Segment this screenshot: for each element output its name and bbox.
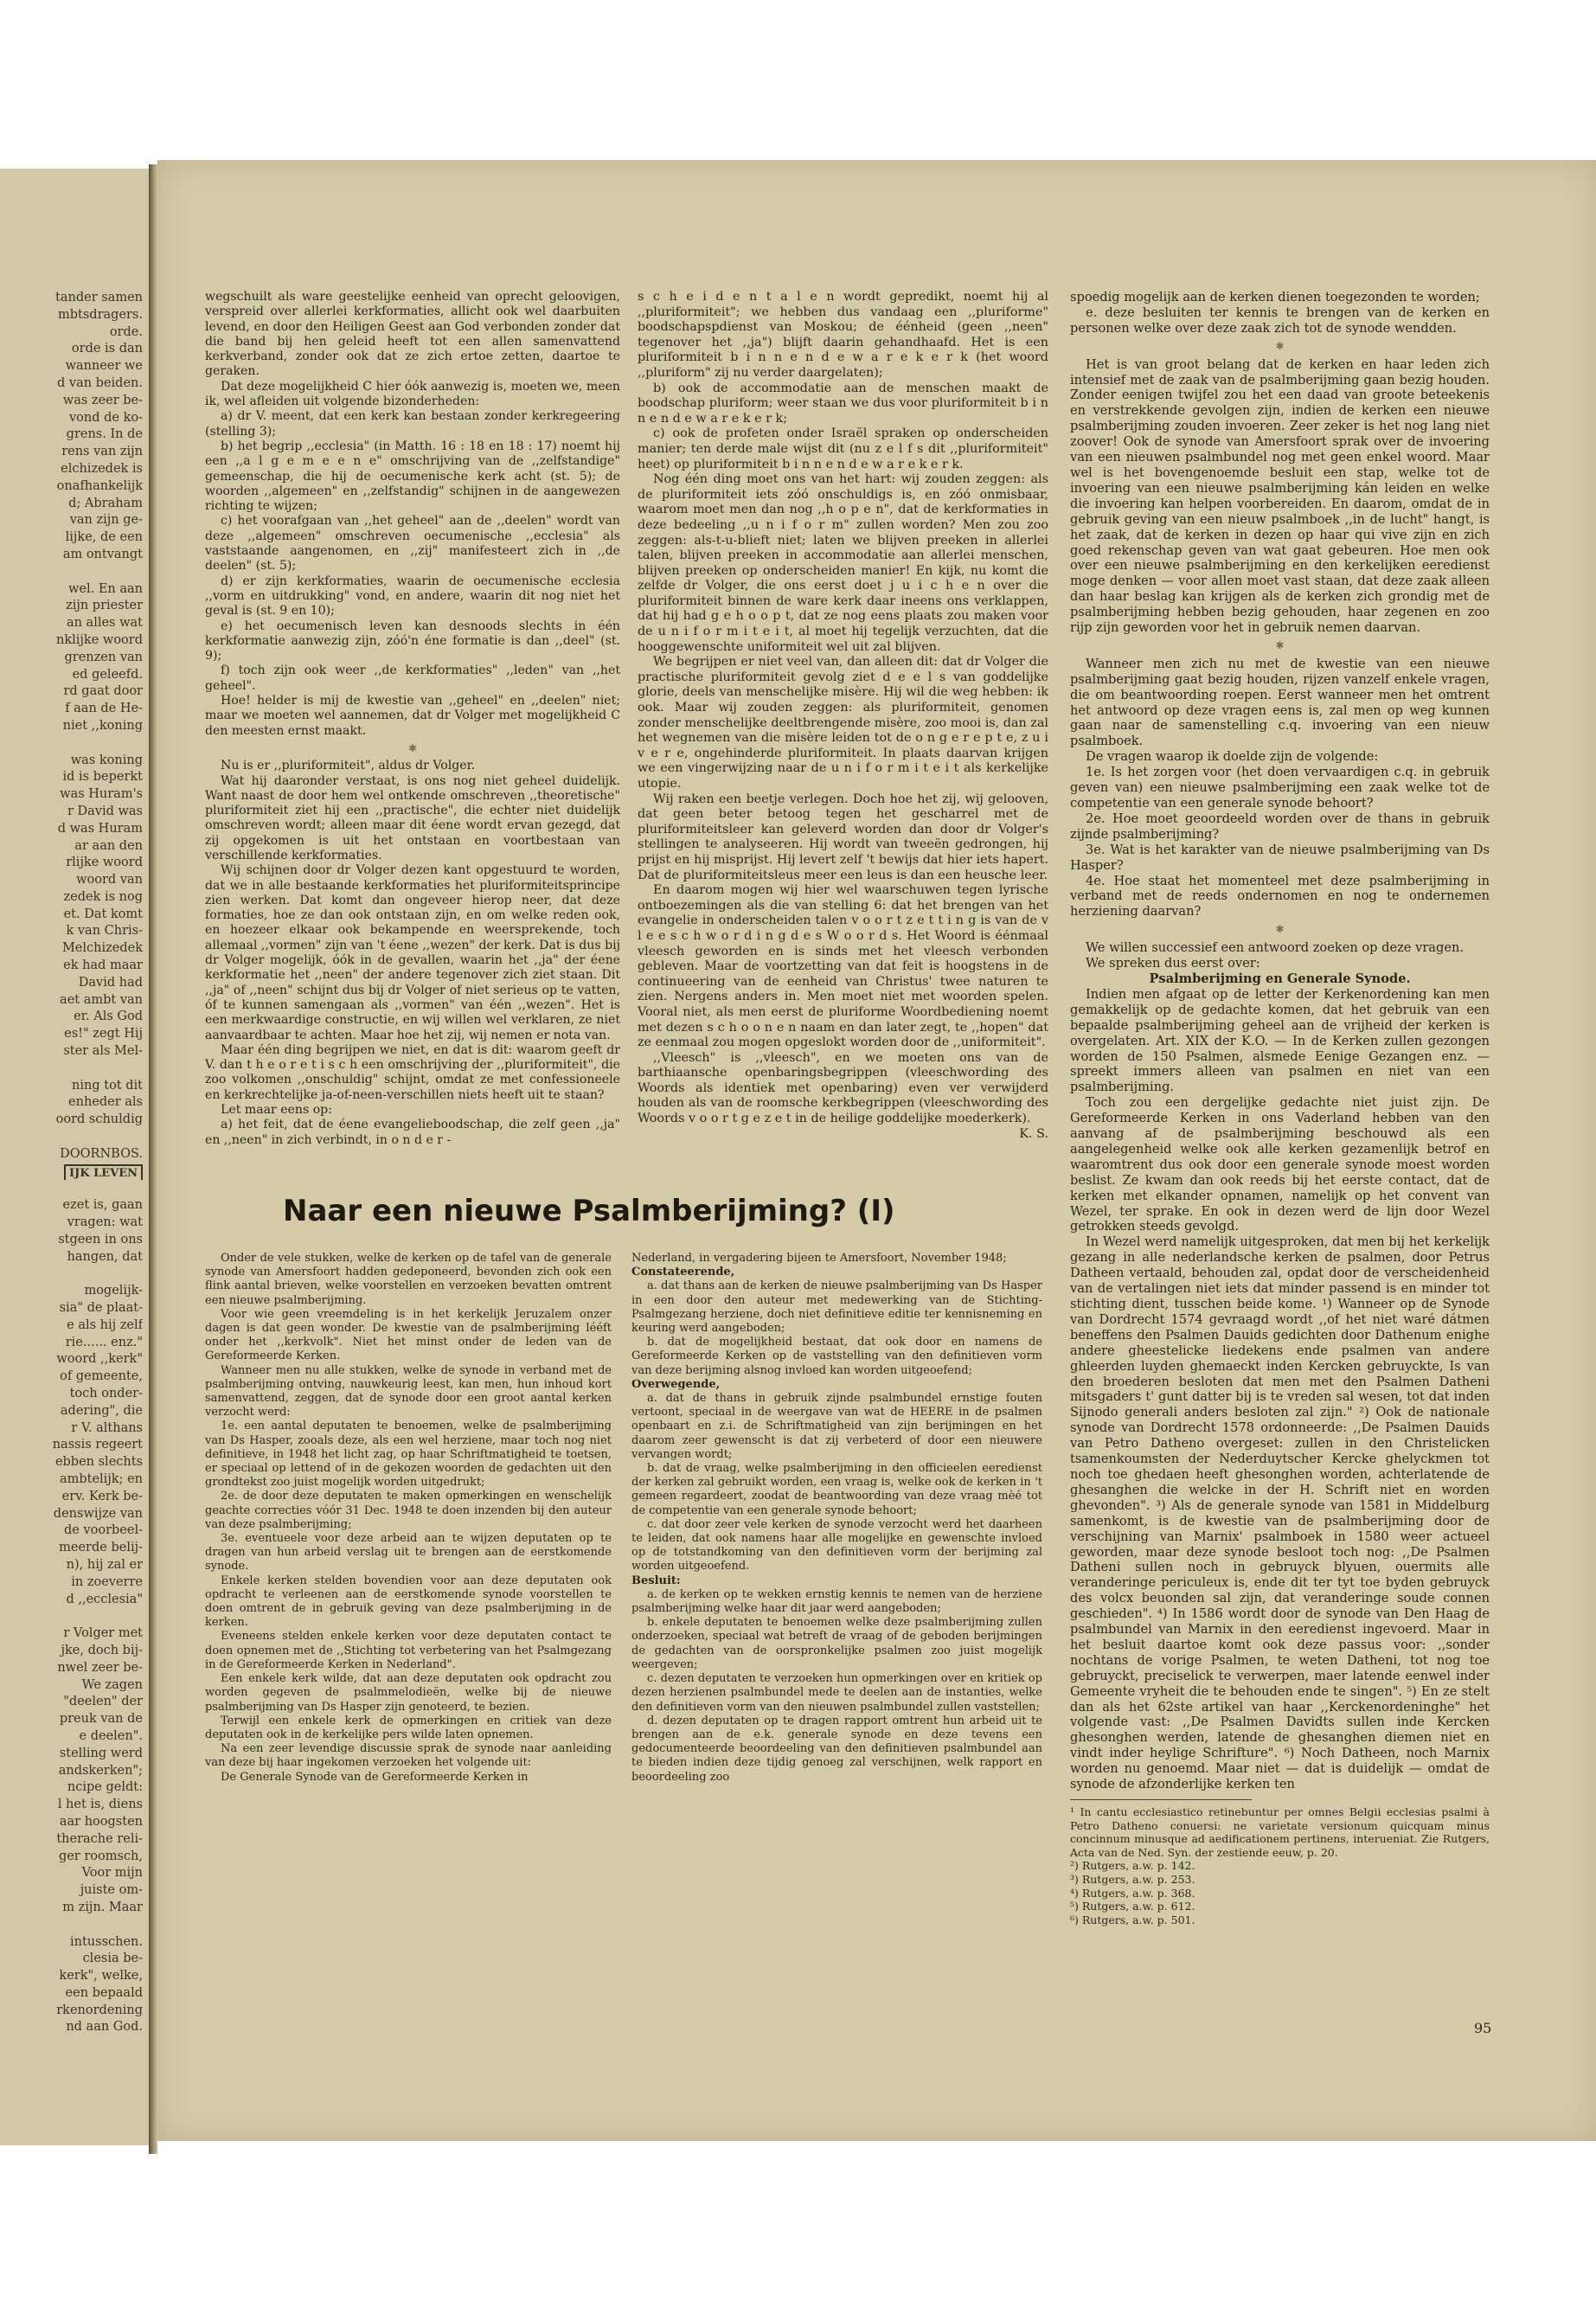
left-page-line: van zijn ge- <box>69 513 143 528</box>
left-page-line: niet ,,koning <box>62 718 143 733</box>
left-page-line: toch onder- <box>69 1387 143 1400</box>
left-page-line: nassis regeert <box>52 1438 143 1452</box>
left-page-line: an alles wat <box>66 616 143 631</box>
left-page-line: ek had maar <box>63 958 143 973</box>
left-page-line: de voorbeel- <box>63 1523 143 1538</box>
left-page-line: oord schuldig <box>55 1112 143 1127</box>
left-page-line: id is beperkt <box>62 770 143 785</box>
left-page-line: hangen, dat <box>67 1249 143 1264</box>
left-page-line: jke, doch bij- <box>61 1643 143 1657</box>
article-two-column-1 <box>205 1252 612 1785</box>
article-one-column-1 <box>205 290 620 1148</box>
paragraph: Wij raken een beetje verlegen. Doch hoe het zij, wij gelooven, dat geen beter betoog tegen het gescharrel met de pluriformiteitsleer kan geleverd worden dan door dr Volger's stellingen te analyseeren. Hij wordt van tweeën gedrongen, hij prijst en hij misprijst. Hij levert zelf 't bewijs dat hier iets hapert. Dat de pluriformiteitsleus meer een leus is dan een heusche leer. <box>638 792 1048 882</box>
left-page-line: r David was <box>67 804 143 818</box>
paragraph: Nederland, in vergadering bijeen te Amersfoort, November 1948; <box>631 1252 1007 1265</box>
left-page-line: k van Chris- <box>66 924 143 939</box>
paragraph: Eveneens stelden enkele kerken voor deze deputaten contact te doen opnemen met de ,,Stichting tot verbetering van het Psalmgezang in de Gereformeerde Kerken in Nederland". <box>205 1630 612 1671</box>
left-page-line: am ontvangt <box>62 547 143 561</box>
paragraph: De vragen waarop ik doelde zijn de volgende: <box>1086 749 1379 765</box>
left-page-line: ambtelijk; en <box>59 1471 143 1486</box>
newspaper-page <box>157 160 1596 2141</box>
paragraph: 2e. Hoe moet geoordeeld worden over de thans in gebruik zijnde psalmberijming? <box>1070 811 1490 842</box>
left-page-line: adering", die <box>60 1403 143 1418</box>
paragraph: 3e. Wat is het karakter van de nieuwe psalmberijming van Ds Hasper? <box>1070 842 1490 873</box>
paragraph: En daarom mogen wij hier wel waarschuwen tegen lyrische ontboezemingen als die van stelling 6: dat het brengen van het evangelie in onderscheiden talen v o o r t z e t t i n g is van de v l e e s c h w o r d i n g d e s W o o r d s. Het Woord is éénmaal vleesch geworden en is sinds met het vleesch verbonden gebleven. Maar de voortzetting van dat feit is hoogstens in de continueering van de eenheid van Christus' twee naturen te zien. Nergens anders in. Men moet niet met woorden spelen. Vooral niet, als men eerst de pluriforme Woordbediening noemt met dezen s c h o o n e n naam en dan later zegt, te ,,hopen" dat ze eenmaal zou mogen opgeslokt worden door de ,,uniformiteit". <box>638 883 1048 1050</box>
paragraph: 3e. eventueele voor deze arbeid aan te wijzen deputaten op te dragen van hun arbeid verslag uit te brengen aan de eerstkomende synode. <box>205 1532 612 1574</box>
left-page-line: ning tot dit <box>72 1078 143 1093</box>
paragraph: ²) Rutgers, a.w. p. 142. <box>1070 1859 1195 1873</box>
left-page-line: was koning <box>70 753 143 767</box>
paragraph: Het is van groot belang dat de kerken en haar leden zich intensief met de zaak van de psalmberijming gaan bezig houden. Zonder eenigen twijfel zou het een daad van groote beteekenis en verstrekkende gevolgen zijn, indien de kerken een nieuwe psalmberijming zouden invoeren. Zeer zeker is het nog lang niet zoover! Ook de synode van Amersfoort sprak over de invoering van een nieuwen psalmbundel nog met geen enkel woord. Maar wel is het bovengenoemde besluit een stap, welke tot de invoering van een nieuwe psalmberijming kán leiden en welke die invoering kan helpen voorbereiden. En daarom, omdat de in gebruik geving van een nieuw psalmboek ,,in de lucht" hangt, is het zaak, dat de kerken in dezen op haar qui vive zijn en zich goed rekenschap geven van wat gaat gebeuren. Hoe men ook over een nieuwe psalmberijming en den kerkelijken eeredienst moge denken — voor allen moet vast staan, dat deze zaak alleen dan haar beslag kan krijgen als de kerken zich grondig met de psalmberijming hebben bezig gehouden, haar zegenen en zoo rijp zijn geworden voor het in gebruik nemen daarvan. <box>1070 356 1490 636</box>
left-page-line: es!" zegt Hij <box>64 1027 143 1042</box>
paragraph: Wanneer men nu alle stukken, welke de synode in verband met de psalmberijming ontving, nauwkeurig leest, kan men, hun inhoud kort samenvattend, zeggen, dat de synode door een groot aantal kerken verzocht werd: <box>205 1363 612 1420</box>
paragraph: Hoe! helder is mij de kwestie van ,,geheel" en ,,deelen" niet; maar we moeten wel aannemen, dat dr Volger met mogelijkheid C den meesten ernst maakt. <box>205 694 620 738</box>
paragraph: b. dat de mogelijkheid bestaat, dat ook door en namens de Gereformeerde Kerken op de vaststelling van den definitieven vorm van deze berijming alsnog invloed kan worden uitgeoefend; <box>631 1336 1042 1377</box>
left-page-line: therache reli- <box>56 1831 143 1846</box>
article-two-title: Naar een nieuwe Psalmberijming? (I) <box>283 1194 895 1228</box>
left-page-line: clesia be- <box>82 1952 143 1966</box>
left-page-text <box>0 290 143 2036</box>
left-page-line: ed geleefd. <box>72 667 143 682</box>
left-page-line: e als hij zelf <box>67 1317 143 1332</box>
section-separator: ✱ <box>1275 923 1285 936</box>
section-separator: ✱ <box>407 741 418 754</box>
paragraph: b) ook de accommodatie aan de menschen maakt de boodschap pluriform; weer staan we dus voor pluriformiteit b i n n e n d e w a r e k e r k; <box>638 381 1048 426</box>
left-page-line: David had <box>78 975 143 990</box>
left-page-line: aar hoogsten <box>59 1814 143 1829</box>
paragraph: e) het oecumenisch leven kan desnoods slechts in één kerkformatie aanwezig zijn, zóó'n éne formatie is dan ,,deel" (st. 9); <box>205 619 620 663</box>
left-page-line: ebben slechts <box>54 1455 143 1470</box>
left-page-line: e deelen". <box>79 1728 143 1743</box>
subheading: Psalmberijming en Generale Synode. <box>1149 971 1411 986</box>
paragraph: wegschuilt als ware geestelijke eenheid van oprecht geloovigen, verspreid over allerlei kerkformaties, allicht ook wel daarbuiten levend, en door den Heiligen Geest aan God verbonden zonder dat die band bij hen geleid heeft tot een allen samenvattend kerkverband, zonder ook dat ze zich ertoe zetten, daartoe te geraken. <box>205 290 620 379</box>
paragraph: Indien men afgaat op de letter der Kerkenordening kan men gemakkelijk op de gedachte komen, dat het gebruik van een bepaalde psalmberijming geheel aan de vrijheid der kerken is overgelaten. Art. XIX der K.O. — In de Kerken zullen gezongen worden de 150 Psalmen, alsmede Eenige Gezangen enz. — spreekt immers alleen van psalmen en niet van een psalmberijming. <box>1070 986 1490 1095</box>
paragraph: b) het begrip ,,ecclesia" (in Matth. 16 : 18 en 18 : 17) noemt hij een ,,a l g e m e e n e" omschrijving van de ,,zelfstandige" gemeenschap, die hij de oecumenische kerk acht (st. 5); de woorden ,,algemeen" en ,,zelfstandig" schijnen in de aangewezen richting te wijzen; <box>205 439 620 514</box>
paragraph: Onder de vele stukken, welke de kerken op de tafel van de generale synode van Amersfoort hadden gedeponeerd, bevonden zich ook een flink aantal brieven, welke voorstellen en verzoeken bevatten omtrent een nieuwe psalmberijming. <box>205 1252 612 1307</box>
section-separator: ✱ <box>1275 339 1285 352</box>
left-page-line: wanneer we <box>65 359 143 374</box>
left-page-line: woord ,,kerk" <box>56 1352 143 1367</box>
left-page-line: preuk van de <box>59 1712 143 1727</box>
paragraph: ⁶) Rutgers, a.w. p. 501. <box>1070 1913 1195 1926</box>
left-page-line: aet ambt van <box>60 992 143 1007</box>
left-page-line: tander samen <box>55 291 143 304</box>
footnote-rule <box>1070 1799 1252 1800</box>
paragraph: Voor wie geen vreemdeling is in het kerkelijk Jeruzalem onzer dagen is dat geen wonder. De kwestie van de psalmberijming lééft onder het ,,kerkvolk". Niet het minst onder de leden van de Gereformeerde Kerken. <box>205 1307 612 1363</box>
left-page-line: zedek is nog <box>63 889 143 904</box>
left-page-line: f aan de He- <box>65 702 143 716</box>
left-page-line: n), hij zal er <box>66 1557 143 1572</box>
left-page-line: DOORNBOS. <box>60 1146 143 1161</box>
left-page-line: We zagen <box>81 1677 143 1692</box>
left-page-line: rie...... enz." <box>65 1335 143 1349</box>
paragraph: c) ook de profeten onder Israël spraken op onderscheiden manier; ten derde male wijst dit (nu z e l f s dit ,,pluriformiteit" heet) op pluriformiteit b i n n e n d e w a r e k e r k. <box>638 426 1048 471</box>
paragraph: 1e. Is het zorgen voor (het doen vervaardigen c.q. in gebruik geven van) een nieuwe psalmberijming een zaak welke tot de competentie van een generale synode behoort? <box>1070 765 1490 811</box>
paragraph: Nu is er ,,pluriformiteit", aldus dr Volger. <box>221 759 476 773</box>
left-page-line: nwel zeer be- <box>57 1660 143 1675</box>
left-page-line <box>0 564 143 581</box>
paragraph: a) het feit, dat de éene evangelieboodschap, die zelf geen ,,ja" en ,,neen" in zich verbindt, in o n d e r - <box>205 1118 620 1147</box>
paragraph: d) er zijn kerkformaties, waarin de oecumenische ecclesia ,,vorm en uitdrukking" vond, en andere, waarin dit nog niet het geval is (st. 9 en 10); <box>205 574 620 619</box>
left-page-line: een bepaald <box>65 1985 143 2000</box>
left-page-line: zijn priester <box>66 599 143 613</box>
left-page-line: m zijn. Maar <box>62 1900 143 1914</box>
paragraph: Wat hij daaronder verstaat, is ons nog niet geheel duidelijk. Want naast de door hem wel ontkende omschreven ,,theoretische" pluriformiteit ziet hij een ,,practische", die echter niet duidelijk omschreven wordt; alleen maar dit éene wordt ervan gezegd, dat zij opgekomen is uit het ontstaan en voortbestaan van verschillende kerkformaties. <box>205 773 620 862</box>
left-page-line: lijke, de een <box>65 530 143 545</box>
paragraph: Na een zeer levendige discussie sprak de synode naar aanleiding van deze bij haar ingekomen verzoeken het volgende uit: <box>205 1742 612 1770</box>
left-page-line: rkenordening <box>56 2003 143 2017</box>
left-page-line: denswijze van <box>53 1506 143 1521</box>
paragraph: De Generale Synode van de Gereformeerde Kerken in <box>221 1770 529 1784</box>
paragraph: a. de kerken op te wekken ernstig kennis te nemen van de herziene psalmberijming welke haar dit jaar werd aangeboden; <box>631 1587 1042 1616</box>
left-page-line: stgeen in ons <box>58 1232 143 1247</box>
paragraph: c. dat door zeer vele kerken de synode verzocht werd het daarheen te leiden, dat ook namens haar alle mogelijke en gewenschte invloed op de totstandkoming van den definitieven vorm der berijming zal worden uitgeoefend. <box>631 1517 1042 1574</box>
paragraph: b. enkele deputaten te benoemen welke deze psalmberijming zullen onderzoeken, speciaal wat betreft de vraag of de geboden berijmingen de gedachten van de oorspronkelijke psalmen zoo juist mogelijk weergeven; <box>631 1616 1042 1671</box>
left-page-line <box>0 1180 143 1197</box>
paragraph: We willen successief een antwoord zoeken op deze vragen. <box>1086 940 1465 956</box>
left-page-line <box>0 1129 143 1146</box>
left-page-line <box>0 735 143 753</box>
left-page-line: erv. Kerk be- <box>61 1489 143 1503</box>
left-page-line: enheder als <box>68 1095 143 1110</box>
left-page-line: in zoeverre <box>71 1574 143 1589</box>
left-page-line: grenzen van <box>64 650 143 664</box>
column-three <box>1070 290 1490 1926</box>
paragraph: Wanneer men zich nu met de kwestie van een nieuwe psalmberijming gaat bezig houden, rijzen vanzelf enkele vragen, die om beantwoording roepen. Eerst wanneer men het omtrent het antwoord op deze vragen eens is, zal men op weg kunnen gaan naar de samenstelling c.q. invoering van een nieuw psalmboek. <box>1070 656 1490 749</box>
paragraph: c. dezen deputaten te verzoeken hun opmerkingen over en kritiek op dezen herzienen psalmbundel mede te deelen aan de instanties, welke den definitieven vorm van den nieuwen psalmbundel zullen vaststellen; <box>631 1672 1042 1714</box>
left-page-line: onafhankelijk <box>56 478 143 493</box>
left-page-line: ar aan den <box>74 838 143 853</box>
left-page-line: d; Abraham <box>68 496 143 510</box>
section-label: Constateerende, <box>631 1266 735 1279</box>
paragraph: 1e. een aantal deputaten te benoemen, welke de psalmberijming van Ds Hasper, zooals deze, als een wel herziene, maar toch nog niet definitieve, in 1948 het licht zag, op haar Schriftmatigheid te toetsen, er speciaal op lettend of in de gekozen woorden de gedachten uit den grondtekst zoo juist mogelijk worden uitgedrukt; <box>205 1420 612 1490</box>
article-one-column-2 <box>638 290 1048 1142</box>
paragraph: s c h e i d e n t a l e n wordt gepredikt, noemt hij al ,,pluriformiteit"; we hebben dus vandaag een ,,pluriforme" boodschapspdienst van Moskou; de éénheid (geen ,,neen" tegenover het ,,ja") blijft daarin gehandhaafd. Het is een pluriformiteit b i n n e n d e w a r e k e r k (het woord ,,pluriform" zij nu verder daargelaten); <box>638 290 1048 380</box>
left-page-line: woord van <box>76 873 143 888</box>
left-page-line: grens. In de <box>66 427 143 442</box>
left-page-line: er. Als God <box>74 1009 143 1024</box>
paragraph: 4e. Hoe staat het momenteel met deze psalmberijming in verband met de reeds ondernomen en nog te ondernemen herziening daarvan? <box>1070 873 1490 920</box>
left-page-line: rd gaat door <box>63 684 143 699</box>
paragraph: d. dezen deputaten op te dragen rapport omtrent hun arbeid uit te brengen aan de e.k. generale synode en deze tevens een gedocumenteerde beoordeeling van den definitieven psalmbundel aan te bieden indien deze tijdig genoeg zal verschijnen, welk rapport en beoordeeling zoo <box>631 1714 1042 1784</box>
left-page-line: d ,,ecclesia" <box>66 1592 143 1606</box>
left-page-line: l het is, diens <box>57 1798 143 1812</box>
paragraph: e. deze besluiten ter kennis te brengen van de kerken en personen welke over deze zaak zich tot de synode wendden. <box>1070 304 1490 336</box>
left-page-line: r Volger met <box>63 1626 143 1641</box>
paragraph: ,,Vleesch" is ,,vleesch", en we moeten ons van de barthiaansche openbaringsbegrippen (vleeschwording des Woords als identiek met openbaring) even ver verwijderd houden als van de roomsche kerkbegrippen (vleeschwording des Woords v o o r t g e z e t in de heilige goddelijke moederkerk). <box>638 1050 1048 1126</box>
paragraph: Nog één ding moet ons van het hart: wij zouden zeggen: als de pluriformiteit iets zóó onschuldigs is, en zóó onmisbaar, waarom moet men dan nog ,,h o p e n", dat de kerkformaties in deze bedeeling ,,u n i f o r m" zullen worden? Men zou zoo zeggen: als-t-u-blieft niet; laten we blijven preeken in allerlei talen, blijven preeken in accommodatie aan allerlei menschen, blijven preeken op onderscheiden manier! En kijk, nu komt die zelfde dr Volger, die ons eerst doet j u i c h e n over die pluriformiteit binnen de ware kerk daar ineens ons verklappen, dat hij had g e h o o p t, dat ze nog eens plaats zou maken voor de u n i f o r m i t e i t, al moet hij tegelijk verzuchten, dat die hooggewenschte uniformiteit wel uit zal blijven. <box>638 472 1048 654</box>
left-page-line: meerde belij- <box>59 1541 143 1555</box>
article-two-column-2 <box>631 1252 1042 1785</box>
left-page-line: was zeer be- <box>62 393 143 407</box>
section-label: Besluit: <box>631 1574 681 1587</box>
left-page-line: "deelen" der <box>63 1695 143 1709</box>
left-page-line: juiste om- <box>80 1883 143 1898</box>
paragraph: a) dr V. meent, dat een kerk kan bestaan zonder kerkregeering (stelling 3); <box>205 409 620 439</box>
left-page-box-row <box>0 1163 143 1181</box>
left-page-line: d was Huram <box>57 821 143 836</box>
paragraph: Dat deze mogelijkheid C hier óók aanwezig is, moeten we, meen ik, wel afleiden uit volgende bizonderheden: <box>205 379 620 409</box>
paragraph: Toch zou een dergelijke gedachte niet juist zijn. De Gereformeerde Kerken in ons Vaderland hebben van den aanvang af de psalmberijming beschouwd als een aangelegenheid welke ook alle kerken gezamenlijk betrof en waaromtrent dus ook door een generale synode moest worden beslist. Ze kwam dan ook reeds bij het eerste contact, dat de kerken met elkander opnamen, namelijk op het convent van Wezel, ter sprake. En ook in dezen werd de lijn door Wezel getrokken steeds gevolgd. <box>1070 1095 1490 1234</box>
left-page-line <box>0 1266 143 1283</box>
left-page-line: orde. <box>109 324 143 339</box>
paragraph: a. dat thans aan de kerken de nieuwe psalmberijming van Ds Hasper in een door den auteur met medewerking van de Stichting-Psalmgezang herziene, doch niet definitieve editie ter kennisneming en keuring werd aangeboden; <box>631 1279 1042 1336</box>
paragraph: In Wezel werd namelijk uitgesproken, dat men bij het kerkelijk gezang in alle nederlandsche kerken de psalmen, door Petrus Datheen vertaald, behouden zal, opdat door de verscheidenheid van de vertalingen niet iets dat minder passend is en minder tot stichting dient, tusschen beide kome. ¹) Wanneer op de Synode van Dordrecht 1574 gevraagd wordt ,,of het niet waré dátmen beneffens den Psalmen Dauids gedichten door Dathenum enighe andere gheestelicke liedekens ende psalmen van andere ghleerden luyden ghemaeckt inden Kercken gebruyckte, Is van den broederen besloten dat men met den Psalmen Datheni mitsgaders t' gunt datter bij is te vreden sal wesen, tot dat inden Sijnodo generali anders besloten zal zijn." ²) Ook de nationale synode van Dordrecht 1578 ordonneerde: ,,De Psalmen Dauids van Petro Datheno overgeset: zullen in den Christelicken tsamenkoumsten der Nederduytscher Kercke ghelyckmen tot noch toe ghedaen heeft ghesonghen worden, achterlatende de ghesanghen die welcke in der H. Schrift niet en worden ghevonden". ³) Als de generale synode van 1581 in Middelburg samenkomt, is de kwestie van de psalmberijming door de verschijning van Marnix' psalmboek in 1580 weer actueel geworden, maar deze synode besloot toch nog: ,,De Psalmen Datheni sullen noch in gebruyck blyuen, ouermits alle veranderinge periculeux is, ende dit ter tyt toe byden gebruyck des volcx beuonden sal zijn, dat veranderinge soude connen geschieden". ⁴) In 1586 wordt door de synode van Den Haag de psalmbundel van Marnix in den eeredienst ingevoerd. Maar in het besluit daartoe komt ook deze passus voor: ,,sonder nochtans de vorige Psalmen, te weten Datheni, tot nog toe gebruyckt, preciselick te verwerpen, maer latende eenwel inder Gemeente vryheit die te behouden ende te singen". ⁵) En ze stelt dan als het 62ste artikel van haar ,,Kerckenordeninghe" het volgende vast: ,,De Psalmen Davidts sullen inde Kercken ghesonghen werden, latende de ghesanghen diemen niet en vindt inder heylige Schrifture". ⁶) Noch Datheen, noch Marnix worden nu genoemd. Maar niet — dat is duidelijk — omdat de synode de afzonderlijke kerken ten <box>1070 1234 1490 1792</box>
left-page-line: r V. althans <box>71 1420 143 1435</box>
left-page-line: ster als Mel- <box>63 1044 143 1059</box>
page-number: 95 <box>1474 2020 1492 2036</box>
left-page-line: sia" de plaat- <box>59 1301 143 1316</box>
left-page-line: elchizedek is <box>61 461 143 476</box>
paragraph: 2e. de door deze deputaten te maken opmerkingen en wenschelijk geachte correcties vóór 31 Dec. 1948 te doen inzenden bij den auteur van deze psalmberijming; <box>205 1490 612 1531</box>
left-page-line: Voor mijn <box>81 1866 143 1881</box>
paragraph: We spreken dus eerst over: <box>1086 956 1260 971</box>
left-page-line <box>0 1917 143 1934</box>
paragraph: Maar één ding begrijpen we niet, en dat is dit: waarom geeft dr V. dan t h e o r e t i s c h een omschrijving der ,,pluriformiteit", die zoo volkomen ,,onschuldig" schijnt, omdat ze met confessioneele en kerkrechtelijke ja-of-neen-verschillen niets heeft uit te staan? <box>205 1042 620 1102</box>
left-page-line <box>0 1608 143 1625</box>
paragraph: ³) Rutgers, a.w. p. 253. <box>1070 1872 1195 1886</box>
paragraph: spoedig mogelijk aan de kerken dienen toegezonden te worden; <box>1070 290 1480 304</box>
left-page-line: vond de ko- <box>68 410 143 425</box>
left-page-line: intusschen. <box>69 1934 143 1949</box>
left-page-line: mogelijk- <box>84 1284 143 1298</box>
left-page-line: d van beiden. <box>57 375 143 390</box>
left-page-line: kerk", welke, <box>59 1969 143 1984</box>
left-page-line: andskerken"; <box>58 1763 143 1778</box>
paragraph: b. dat de vraag, welke psalmberijming in den officieelen eeredienst der kerken zal gebruikt worden, een vraag is, welke ook de kerken in 't gemeen regardeert, zoodat de beantwoording van deze vraag mèé tot de competentie van een generale synode behoort; <box>631 1462 1042 1517</box>
left-page-line: was Huram's <box>60 787 143 802</box>
left-page-line: stelling werd <box>59 1746 143 1760</box>
left-page-line: vragen: wat <box>67 1215 143 1230</box>
paragraph: Enkele kerken stelden bovendien voor aan deze deputaten ook opdracht te verleenen aan de eerstkomende synode voorstellen te doen omtrent de in gebruik geving van deze psalmberijming in de kerken. <box>205 1574 612 1630</box>
left-page-line: et. Dat komt <box>63 907 143 921</box>
paragraph: f) toch zijn ook weer ,,de kerkformaties" ,,leden" van ,,het geheel". <box>205 663 620 693</box>
paragraph: ¹ In cantu ecclesiastico retinebuntur per omnes Belgii ecclesias psalmi à Petro Datheno conuersi: ne varietate versionum quicquam minus concinnum minusque ad aedificationem pertinens, interueniat. Zie Rutgers, Acta van de Ned. Syn. der zestiende eeuw, p. 20. <box>1070 1805 1490 1859</box>
binding-gutter <box>149 164 157 2154</box>
footnotes <box>1070 1805 1490 1926</box>
article-signature: K. S. <box>1019 1126 1048 1141</box>
left-page-line: wel. En aan <box>67 581 143 596</box>
left-page-line: rlijke woord <box>66 856 143 870</box>
paragraph: Let maar eens op: <box>221 1103 332 1118</box>
section-label: Overwegende, <box>631 1377 721 1391</box>
left-page-boxed-heading: IJK LEVEN <box>64 1164 143 1181</box>
paragraph: Terwijl een enkele kerk de opmerkingen en critiek van deze deputaten ook in de kerkelijke pers wilde laten opnemen. <box>205 1714 612 1741</box>
paragraph: a. dat de thans in gebruik zijnde psalmbundel ernstige fouten vertoont, speciaal in de weergave van wat de HEERE in de psalmen openbaart en z.i. de Schriftmatigheid van zijn berijmingen en het daarom zeer gewenscht is dat zij verbeterd of door een nieuwere vervangen wordt; <box>631 1392 1042 1461</box>
left-page-line: ger roomsch, <box>58 1849 143 1863</box>
paragraph: c) het voorafgaan van ,,het geheel" aan de ,,deelen" wordt van deze ,,algemeen" omschreven oecumenische ,,ecclesia" als vaststaande aangenomen, en ,,zij" manifesteert zich in ,,de deelen" (st. 5); <box>205 514 620 574</box>
left-page-line: Melchizedek <box>61 941 143 956</box>
left-page-line: mbtsdragers. <box>57 307 143 322</box>
left-page-line: orde is dan <box>71 342 143 356</box>
paragraph: Een enkele kerk wilde, dat aan deze deputaten ook opdracht zou worden gegeven de psalmmelodieën, welke bij de nieuwe psalmberijming van Ds Hasper zijn genoteerd, te bezien. <box>205 1672 612 1714</box>
left-page-line: of gemeente, <box>60 1369 143 1384</box>
paragraph: Wij schijnen door dr Volger dezen kant opgestuurd te worden, dat we in alle bestaande kerkformaties het pluriformiteitsprincipe zien werken. Dat komt dan ongeveer hierop neer, dat deze formaties, hoe ze dan ook ontstaan zijn, en om welke reden ook, en hoezeer elkaar ook bekampende en weersprekende, toch allemaal ,,vormen" zijn van 't éene ,,wezen" der kerk. Dat is dus bij dr Volger mogelijk, óók in de gevallen, waarin het ,,ja" der éene kerkformatie het ,,neen" der andere tegenover zich ziet staan. Dit ,,ja" of ,,neen" schijnt dus bij dr Volger of niet serieus op te vatten, óf te kunnen samengaan als ,,vormen" van één ,,wezen". Het is een merkwaardige constructie, en wij willen wel verklaren, ze niet aanvaardbaar te achten. Maar hoe het zij, wij nemen er nota van. <box>205 863 620 1042</box>
left-page-line <box>0 1061 143 1078</box>
paragraph: We begrijpen er niet veel van, dan alleen dit: dat dr Volger die practische pluriformiteit gevolg ziet d e e l s van goddelijke glorie, deels van menschelijke misère. Hij wil die weg hebben: ik ook. Maar wij zouden zeggen: als pluriformiteit, genomen zonder menschelijke deeltbrengende misère, zoo mooi is, dan zal het wegnemen van die misère leiden tot de o n g e r e p t e, z u i v e r e, ongehinderde pluriformiteit. In plaats daarvan krijgen we een vingerwijzing naar de u n i f o r m i t e i t als kerkelijke utopie. <box>638 655 1048 791</box>
left-page-strip <box>0 169 149 2145</box>
section-separator: ✱ <box>1275 638 1285 651</box>
paragraph: ⁵) Rutgers, a.w. p. 612. <box>1070 1900 1195 1913</box>
left-page-line: nklijke woord <box>56 632 143 647</box>
left-page-line: ezet is, gaan <box>62 1198 143 1213</box>
paragraph: ⁴) Rutgers, a.w. p. 368. <box>1070 1886 1195 1900</box>
left-page-line: ncipe geldt: <box>67 1780 143 1795</box>
left-page-line: rens van zijn <box>61 445 143 459</box>
left-page-line: nd aan God. <box>66 2020 143 2035</box>
